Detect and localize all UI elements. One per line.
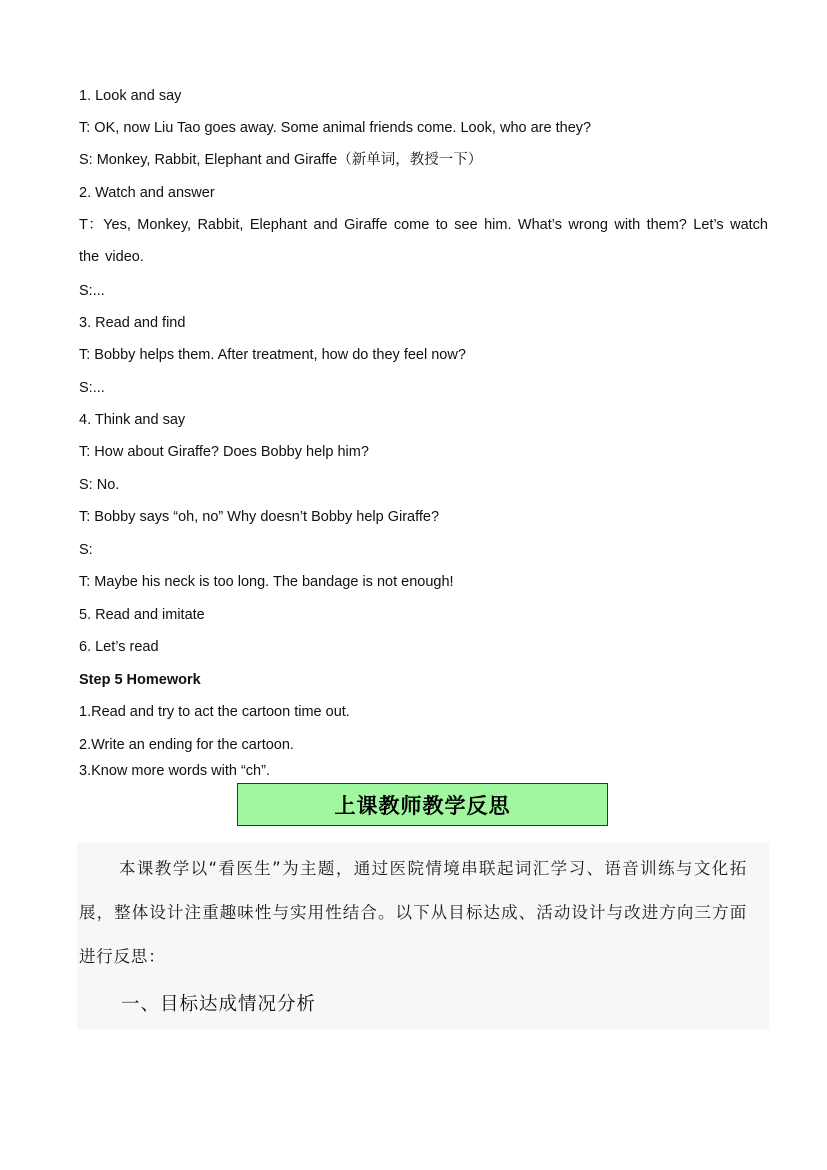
lesson-step-read-and-find: 3. Read and find: [79, 315, 186, 331]
teacher-line: T: OK, now Liu Tao goes away. Some animal friends come. Look, who are they?: [79, 120, 592, 136]
teacher-line: T: Bobby helps them. After treatment, how do they feel now?: [79, 347, 466, 363]
homework-item: 3.Know more words with “ch”.: [79, 763, 270, 779]
teacher-line: T: Maybe his neck is too long. The bandage is not enough!: [79, 574, 454, 590]
reflection-banner: 上课教师教学反思: [237, 783, 608, 826]
homework-item: 1.Read and try to act the cartoon time out.: [79, 704, 350, 720]
lesson-step-think-and-say: 4. Think and say: [79, 412, 186, 428]
student-line: S:: [79, 542, 93, 558]
lesson-step-watch-and-answer: 2. Watch and answer: [79, 185, 215, 201]
step5-heading: Step 5 Homework: [79, 672, 201, 688]
lesson-step-look-and-say: 1. Look and say: [79, 88, 182, 104]
reflection-paragraph: 本课教学以“看医生”为主题，通过医院情境串联起词汇学习、语音训练与文化拓展，整体设计注重趣味性与实用性结合。以下从目标达成、活动设计与改进方向三方面进行反思：: [79, 859, 747, 966]
lesson-step-lets-read: 6. Let’s read: [79, 639, 159, 655]
student-line: S:...: [79, 380, 105, 396]
lesson-step-read-and-imitate: 5. Read and imitate: [79, 607, 205, 623]
teacher-line: T: Bobby says “oh, no” Why doesn’t Bobby help Giraffe?: [79, 509, 440, 525]
student-line: S:...: [79, 283, 105, 299]
student-line: S: Monkey, Rabbit, Elephant and Giraffe（新单词，教授一下）: [79, 152, 483, 168]
teacher-line-video: T：Yes, Monkey, Rabbit, Elephant and Giraffe come to see him. What’s wrong with them? Let’s watch the video.: [79, 217, 768, 265]
reflection-subheading: 一、目标达成情况分析: [121, 994, 317, 1015]
teacher-line: T: How about Giraffe? Does Bobby help him?: [79, 444, 369, 460]
student-line: S: No.: [79, 477, 120, 493]
reflection-section: [77, 842, 769, 1030]
homework-item: 2.Write an ending for the cartoon.: [79, 737, 294, 753]
